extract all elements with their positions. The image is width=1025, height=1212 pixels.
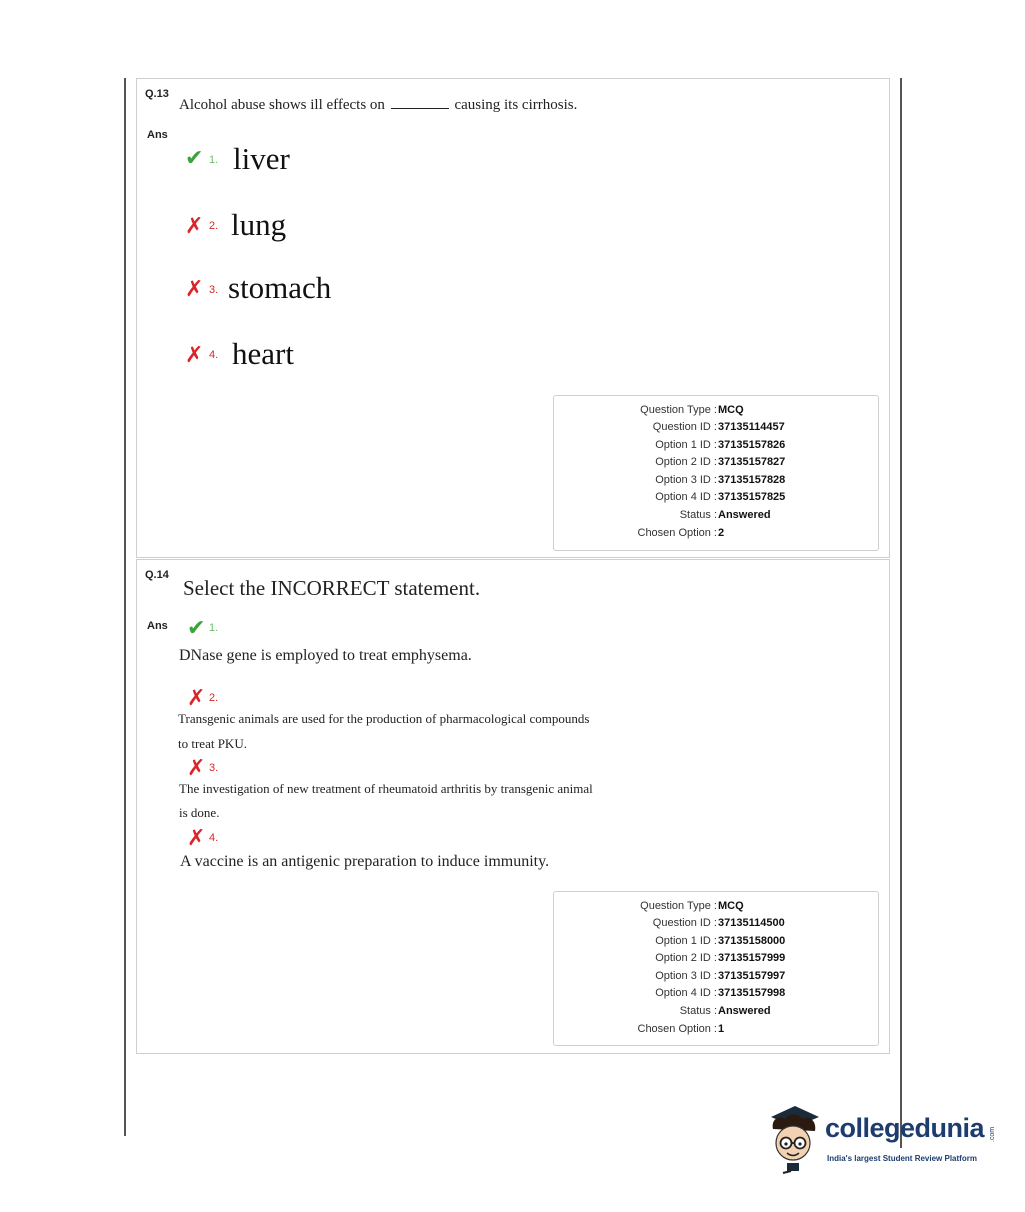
option-number: 3.: [209, 284, 219, 296]
left-margin-line: [124, 78, 126, 1136]
mascot-icon: [765, 1103, 823, 1175]
option-text: lung: [231, 207, 287, 242]
option-text: stomach: [228, 270, 332, 305]
question-number: Q.13: [145, 88, 169, 100]
brand-name: collegedunia: [825, 1113, 985, 1143]
option-text: liver: [233, 141, 290, 176]
cross-icon: ✗: [187, 825, 206, 850]
option-text-line: to treat PKU.: [178, 736, 247, 751]
cross-icon: ✗: [185, 276, 204, 301]
brand-suffix: .com: [989, 1126, 997, 1143]
cross-icon: ✗: [187, 685, 206, 710]
question-text: Alcohol abuse shows ill effects on causing its cirrhosis.: [179, 97, 578, 113]
option-number: 4.: [209, 349, 219, 361]
check-icon: ✔: [187, 615, 206, 640]
question-13-details: Question Type : MCQ Question ID : 37135114457 Option 1 ID : 37135157826 Option 2 ID : 37135157827 Option 3 ID : 37135157828 Option 4 ID : 37135157825 Status : Answered Chosen Option : 2: [553, 395, 879, 551]
collegedunia-logo: [765, 1103, 995, 1175]
question-14-details: Question Type : MCQ Question ID : 37135114500 Option 1 ID : 37135158000 Option 2 ID : 37135157999 Option 3 ID : 37135157997 Option 4 ID : 37135157998 Status : Answered Chosen Option : 1: [553, 891, 879, 1046]
option-text: heart: [232, 336, 294, 371]
option-number: 1.: [209, 154, 219, 166]
ans-label: Ans: [147, 620, 168, 632]
option-text: A vaccine is an antigenic preparation to induce immunity.: [180, 853, 550, 870]
question-number: Q.14: [145, 569, 169, 581]
option-number: 2.: [209, 692, 219, 704]
right-margin-line: [900, 78, 902, 1148]
brand-tagline: India's largest Student Review Platform: [827, 1154, 977, 1163]
cross-icon: ✗: [185, 213, 204, 238]
option-number: 3.: [209, 762, 219, 774]
option-number: 2.: [209, 220, 219, 232]
option-text-line: The investigation of new treatment of rheumatoid arthritis by transgenic animal: [179, 781, 593, 796]
option-number: 4.: [209, 832, 219, 844]
option-text-line: is done.: [179, 805, 220, 820]
check-icon: ✔: [185, 145, 204, 170]
option-number: 1.: [209, 622, 219, 634]
answer-blank: [391, 107, 449, 109]
question-text: Select the INCORRECT statement.: [183, 576, 481, 600]
option-text-line: Transgenic animals are used for the production of pharmacological compounds: [178, 711, 590, 726]
cross-icon: ✗: [185, 342, 204, 367]
ans-label: Ans: [147, 129, 168, 141]
cross-icon: ✗: [187, 755, 206, 780]
option-text: DNase gene is employed to treat emphysema.: [179, 647, 472, 664]
